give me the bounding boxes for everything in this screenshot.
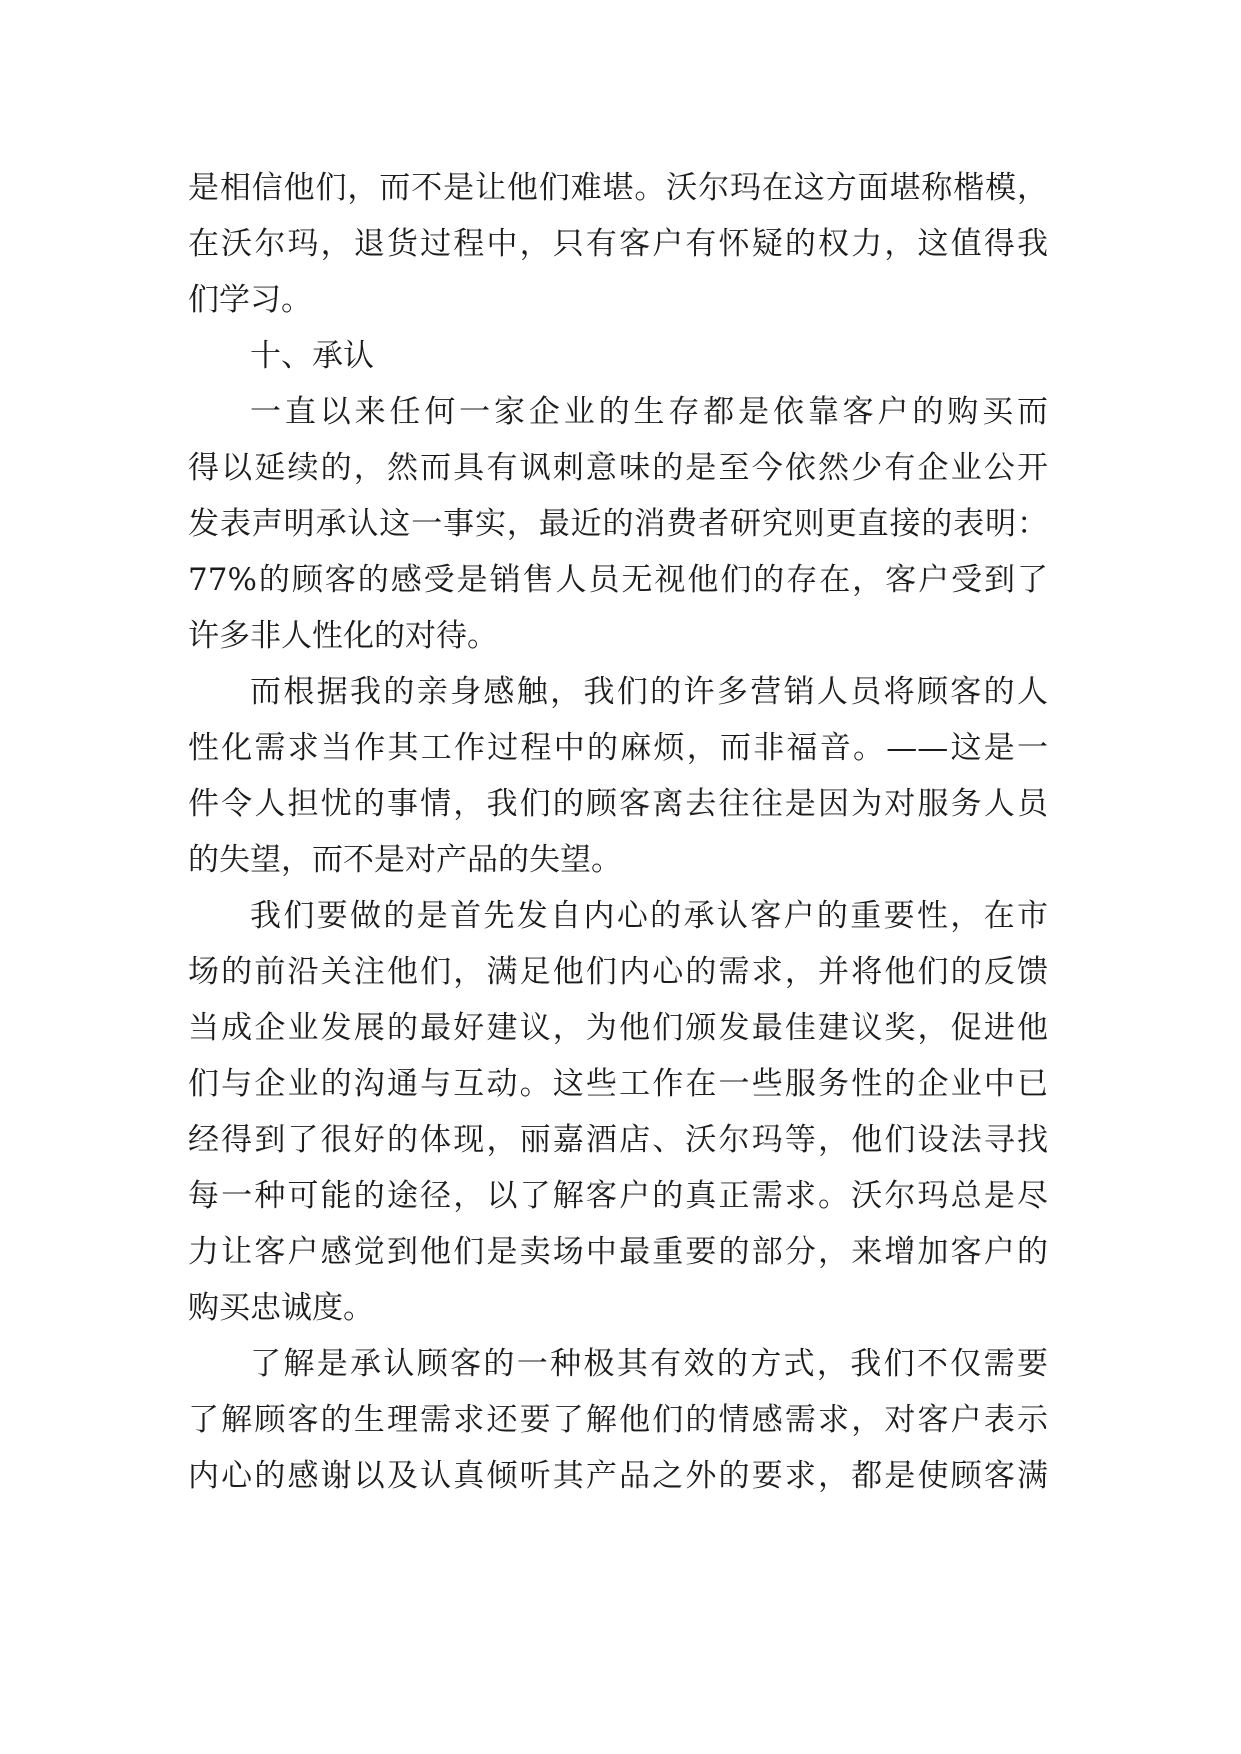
- paragraph-understanding: [188, 1336, 1048, 1504]
- text-line: 得以延续的，然而具有讽刺意味的是至今依然少有企业公开: [188, 450, 1048, 486]
- text-line: 我们要做的是首先发自内心的承认客户的重要性，在市: [250, 898, 1048, 934]
- text-line: 件令人担忧的事情，我们的顾客离去往往是因为对服务人员: [188, 786, 1048, 822]
- text-line: 是相信他们，而不是让他们难堪。沃尔玛在这方面堪称楷模，: [188, 170, 1048, 206]
- text-line: 一直以来任何一家企业的生存都是依靠客户的购买而: [250, 394, 1048, 430]
- text-line: 购买忠诚度。: [188, 1290, 374, 1326]
- text-line: 77%的顾客的感受是销售人员无视他们的存在，客户受到了: [188, 562, 1048, 598]
- text-line: 性化需求当作其工作过程中的麻烦，而非福音。——这是一: [188, 730, 1048, 766]
- text-line: 当成企业发展的最好建议，为他们颁发最佳建议奖，促进他: [188, 1010, 1048, 1046]
- text-line: 经得到了很好的体现，丽嘉酒店、沃尔玛等，他们设法寻找: [188, 1122, 1048, 1158]
- text-line: 内心的感谢以及认真倾听其产品之外的要求，都是使顾客满: [188, 1458, 1048, 1494]
- text-line: 力让客户感觉到他们是卖场中最重要的部分，来增加客户的: [188, 1234, 1048, 1270]
- text-line: 的失望，而不是对产品的失望。: [188, 842, 622, 878]
- paragraph-personal-observation: [188, 664, 1048, 888]
- paragraph-what-to-do: [188, 888, 1048, 1336]
- paragraph-walmart-returns: [188, 160, 1048, 328]
- text-line: 们与企业的沟通与互动。这些工作在一些服务性的企业中已: [188, 1066, 1048, 1102]
- text-line: 了解是承认顾客的一种极其有效的方式，我们不仅需要: [250, 1346, 1048, 1382]
- paragraph-survival: [188, 384, 1048, 664]
- text-line: 场的前沿关注他们，满足他们内心的需求，并将他们的反馈: [188, 954, 1048, 990]
- text-line: 而根据我的亲身感触，我们的许多营销人员将顾客的人: [250, 674, 1048, 710]
- text-line: 们学习。: [188, 282, 312, 318]
- text-line: 发表声明承认这一事实，最近的消费者研究则更直接的表明：: [188, 506, 1048, 542]
- text-line: 许多非人性化的对待。: [188, 618, 498, 654]
- text-line: 在沃尔玛，退货过程中，只有客户有怀疑的权力，这值得我: [188, 226, 1048, 262]
- text-line: 每一种可能的途径，以了解客户的真正需求。沃尔玛总是尽: [188, 1178, 1048, 1214]
- section-heading-text: 十、承认: [250, 338, 374, 374]
- text-line: 了解顾客的生理需求还要了解他们的情感需求，对客户表示: [188, 1402, 1048, 1438]
- document-body: [188, 160, 1048, 1504]
- section-heading: [188, 328, 1048, 384]
